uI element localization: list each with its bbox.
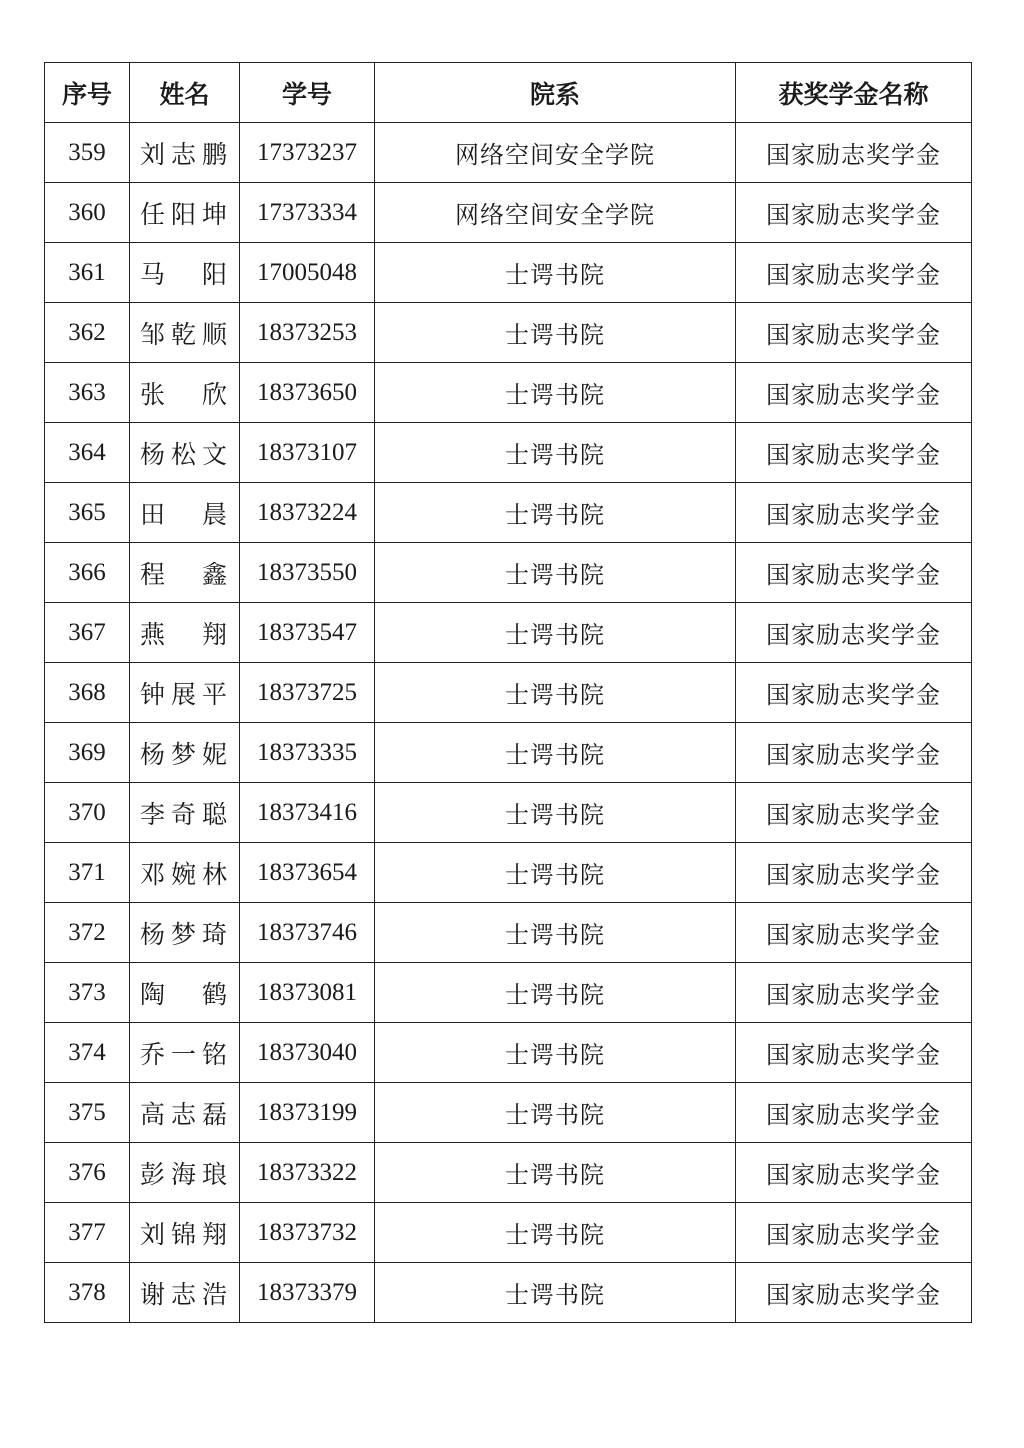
cell-seq: 365 <box>45 483 130 543</box>
cell-name: 任阳坤 <box>130 183 240 243</box>
cell-student-id: 17373334 <box>240 183 375 243</box>
table-row <box>45 543 972 603</box>
table-row <box>45 423 972 483</box>
cell-student-id: 18373107 <box>240 423 375 483</box>
table-header <box>45 63 972 123</box>
cell-award: 国家励志奖学金 <box>736 1023 972 1083</box>
cell-department: 士谔书院 <box>375 903 736 963</box>
cell-name: 邹乾顺 <box>130 303 240 363</box>
cell-seq: 374 <box>45 1023 130 1083</box>
cell-student-id: 18373081 <box>240 963 375 1023</box>
cell-student-id: 18373253 <box>240 303 375 363</box>
cell-student-id: 18373650 <box>240 363 375 423</box>
cell-seq: 367 <box>45 603 130 663</box>
cell-name: 钟展平 <box>130 663 240 723</box>
cell-name: 彭海琅 <box>130 1143 240 1203</box>
cell-award: 国家励志奖学金 <box>736 963 972 1023</box>
cell-department: 士谔书院 <box>375 483 736 543</box>
cell-student-id: 17005048 <box>240 243 375 303</box>
cell-student-id: 18373040 <box>240 1023 375 1083</box>
cell-student-id: 18373725 <box>240 663 375 723</box>
cell-seq: 361 <box>45 243 130 303</box>
cell-student-id: 18373224 <box>240 483 375 543</box>
cell-name: 刘锦翔 <box>130 1203 240 1263</box>
table-row <box>45 1023 972 1083</box>
table-row <box>45 663 972 723</box>
header-award: 获奖学金名称 <box>736 63 972 123</box>
table-row <box>45 483 972 543</box>
cell-student-id: 18373547 <box>240 603 375 663</box>
cell-name: 杨梦妮 <box>130 723 240 783</box>
table-row <box>45 183 972 243</box>
cell-student-id: 18373322 <box>240 1143 375 1203</box>
cell-award: 国家励志奖学金 <box>736 483 972 543</box>
cell-award: 国家励志奖学金 <box>736 183 972 243</box>
cell-seq: 377 <box>45 1203 130 1263</box>
table-row <box>45 1263 972 1323</box>
cell-seq: 363 <box>45 363 130 423</box>
cell-name: 张欣 <box>130 363 240 423</box>
cell-name: 高志磊 <box>130 1083 240 1143</box>
cell-department: 士谔书院 <box>375 603 736 663</box>
cell-seq: 359 <box>45 123 130 183</box>
cell-award: 国家励志奖学金 <box>736 723 972 783</box>
header-name: 姓名 <box>130 63 240 123</box>
cell-award: 国家励志奖学金 <box>736 603 972 663</box>
cell-award: 国家励志奖学金 <box>736 903 972 963</box>
cell-department: 士谔书院 <box>375 243 736 303</box>
table-row <box>45 1143 972 1203</box>
cell-name: 程鑫 <box>130 543 240 603</box>
cell-student-id: 18373199 <box>240 1083 375 1143</box>
table-row <box>45 243 972 303</box>
table-row <box>45 1083 972 1143</box>
cell-student-id: 18373416 <box>240 783 375 843</box>
cell-award: 国家励志奖学金 <box>736 123 972 183</box>
cell-seq: 370 <box>45 783 130 843</box>
cell-award: 国家励志奖学金 <box>736 543 972 603</box>
cell-award: 国家励志奖学金 <box>736 1263 972 1323</box>
cell-name: 乔一铭 <box>130 1023 240 1083</box>
table-body <box>45 123 972 1323</box>
cell-award: 国家励志奖学金 <box>736 663 972 723</box>
table-row <box>45 123 972 183</box>
cell-seq: 375 <box>45 1083 130 1143</box>
cell-student-id: 18373550 <box>240 543 375 603</box>
cell-seq: 376 <box>45 1143 130 1203</box>
cell-award: 国家励志奖学金 <box>736 243 972 303</box>
cell-department: 士谔书院 <box>375 303 736 363</box>
cell-department: 士谔书院 <box>375 363 736 423</box>
cell-department: 士谔书院 <box>375 1263 736 1323</box>
cell-name: 刘志鹏 <box>130 123 240 183</box>
table-row <box>45 723 972 783</box>
cell-department: 士谔书院 <box>375 963 736 1023</box>
cell-department: 士谔书院 <box>375 783 736 843</box>
cell-student-id: 18373746 <box>240 903 375 963</box>
cell-award: 国家励志奖学金 <box>736 1143 972 1203</box>
cell-student-id: 18373379 <box>240 1263 375 1323</box>
cell-award: 国家励志奖学金 <box>736 303 972 363</box>
cell-name: 邓婉林 <box>130 843 240 903</box>
cell-seq: 364 <box>45 423 130 483</box>
cell-award: 国家励志奖学金 <box>736 363 972 423</box>
table-row <box>45 903 972 963</box>
cell-department: 士谔书院 <box>375 663 736 723</box>
table-row <box>45 603 972 663</box>
cell-seq: 368 <box>45 663 130 723</box>
cell-seq: 378 <box>45 1263 130 1323</box>
cell-department: 士谔书院 <box>375 843 736 903</box>
cell-seq: 362 <box>45 303 130 363</box>
cell-student-id: 18373654 <box>240 843 375 903</box>
table-row <box>45 363 972 423</box>
cell-award: 国家励志奖学金 <box>736 423 972 483</box>
cell-name: 李奇聪 <box>130 783 240 843</box>
table-row <box>45 1203 972 1263</box>
cell-seq: 373 <box>45 963 130 1023</box>
header-row <box>45 63 972 123</box>
cell-department: 网络空间安全学院 <box>375 123 736 183</box>
table-row <box>45 963 972 1023</box>
cell-award: 国家励志奖学金 <box>736 843 972 903</box>
cell-name: 田晨 <box>130 483 240 543</box>
cell-award: 国家励志奖学金 <box>736 1203 972 1263</box>
table-row <box>45 843 972 903</box>
cell-seq: 366 <box>45 543 130 603</box>
cell-student-id: 18373732 <box>240 1203 375 1263</box>
cell-department: 士谔书院 <box>375 1023 736 1083</box>
cell-seq: 372 <box>45 903 130 963</box>
header-student-id: 学号 <box>240 63 375 123</box>
cell-student-id: 17373237 <box>240 123 375 183</box>
cell-seq: 369 <box>45 723 130 783</box>
cell-seq: 360 <box>45 183 130 243</box>
cell-department: 网络空间安全学院 <box>375 183 736 243</box>
cell-department: 士谔书院 <box>375 1083 736 1143</box>
cell-student-id: 18373335 <box>240 723 375 783</box>
cell-name: 谢志浩 <box>130 1263 240 1323</box>
cell-department: 士谔书院 <box>375 1143 736 1203</box>
cell-award: 国家励志奖学金 <box>736 783 972 843</box>
cell-seq: 371 <box>45 843 130 903</box>
cell-name: 马阳 <box>130 243 240 303</box>
cell-department: 士谔书院 <box>375 543 736 603</box>
cell-award: 国家励志奖学金 <box>736 1083 972 1143</box>
header-seq: 序号 <box>45 63 130 123</box>
table-row <box>45 303 972 363</box>
scholarship-table <box>44 62 972 1323</box>
header-department: 院系 <box>375 63 736 123</box>
table-row <box>45 783 972 843</box>
cell-department: 士谔书院 <box>375 423 736 483</box>
cell-department: 士谔书院 <box>375 723 736 783</box>
cell-name: 杨梦琦 <box>130 903 240 963</box>
cell-name: 陶鹤 <box>130 963 240 1023</box>
cell-name: 燕翔 <box>130 603 240 663</box>
cell-department: 士谔书院 <box>375 1203 736 1263</box>
cell-name: 杨松文 <box>130 423 240 483</box>
